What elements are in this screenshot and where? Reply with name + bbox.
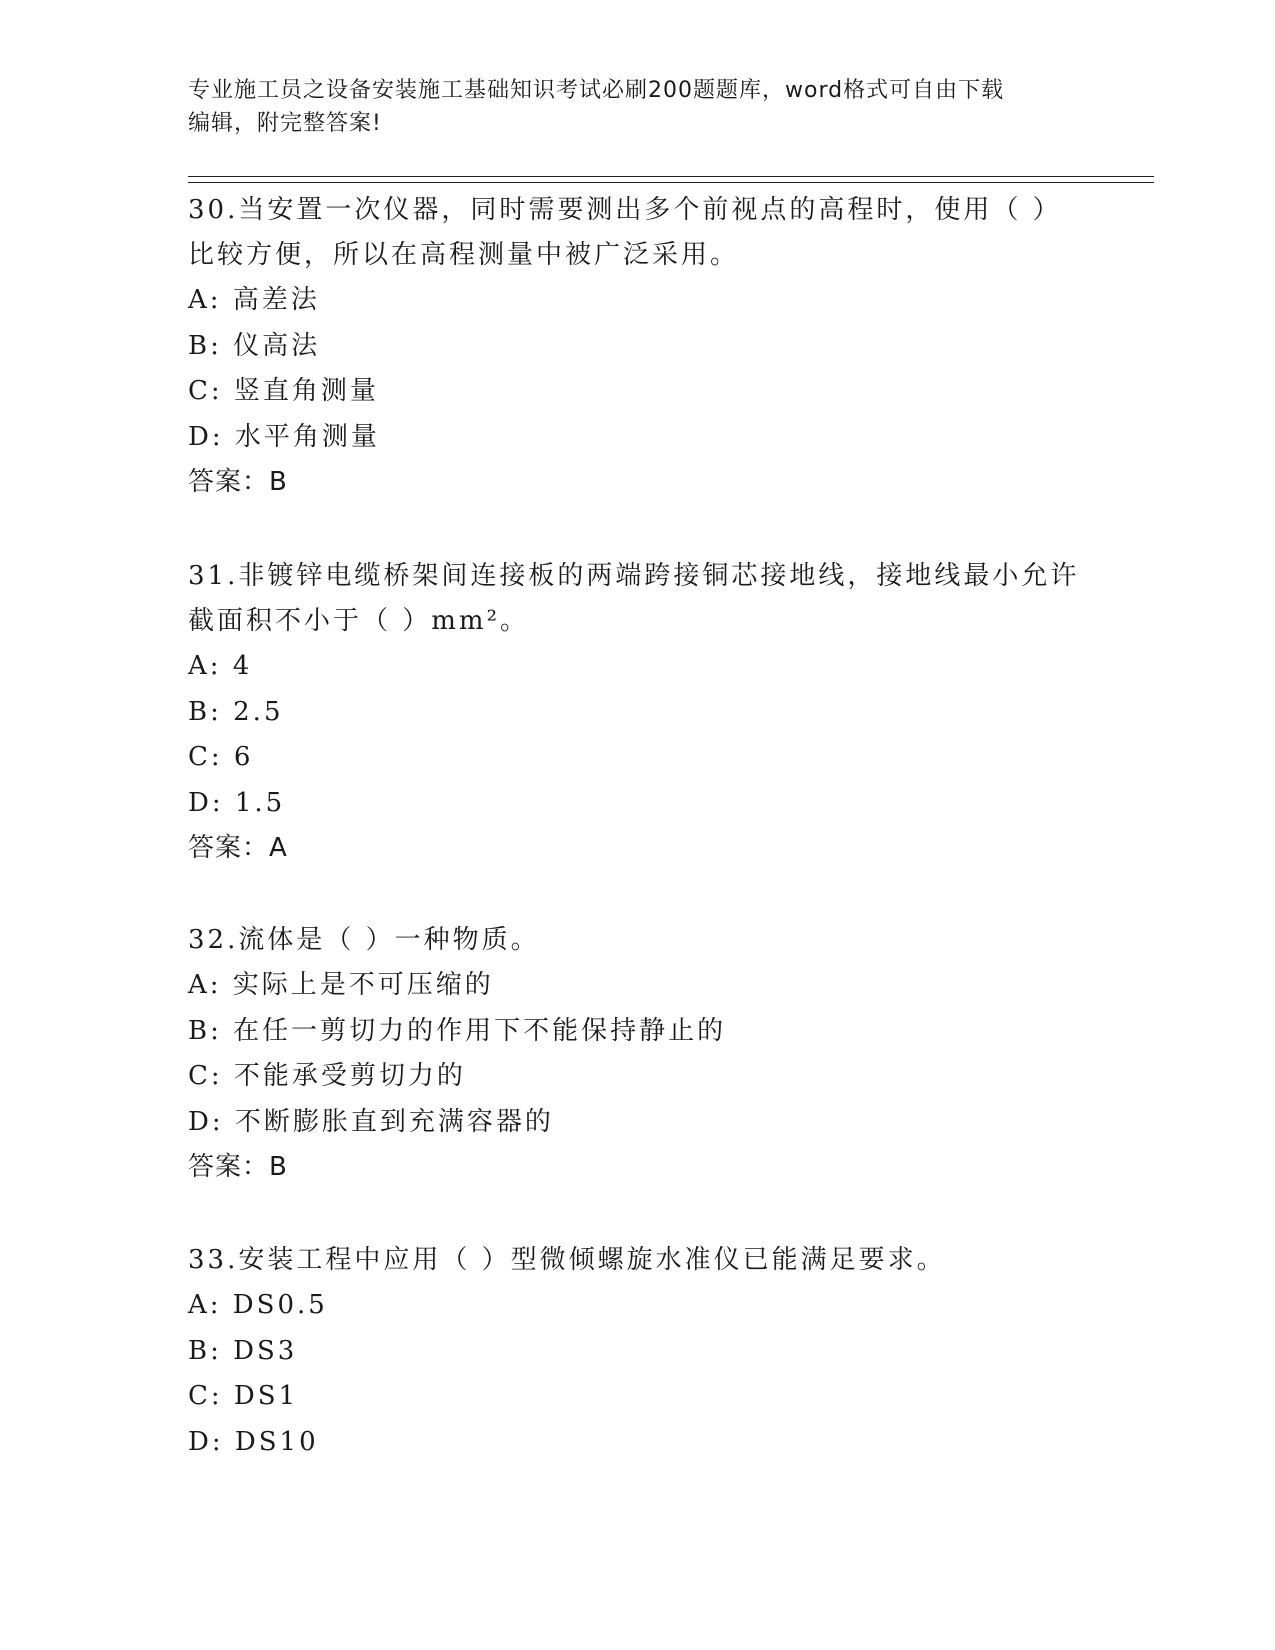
option-b: B: 仪高法 [188, 330, 321, 361]
question-31 [188, 554, 1108, 871]
answer-label: 答案：B [188, 1152, 288, 1182]
question-stem-line-1: 32.流体是（ ）一种物质。 [188, 925, 540, 955]
option-d: D: 水平角测量 [188, 421, 380, 452]
option-d: D: 1.5 [188, 787, 286, 818]
option-b: B: 在任一剪切力的作用下不能保持静止的 [188, 1015, 727, 1046]
document-header [188, 74, 1088, 140]
option-d: D: DS10 [188, 1426, 319, 1457]
option-d: D: 不断膨胀直到充满容器的 [188, 1106, 554, 1137]
question-33 [188, 1238, 1108, 1465]
question-30 [188, 188, 1108, 505]
option-c: C: 竖直角测量 [188, 376, 379, 406]
option-c: C: 不能承受剪切力的 [188, 1061, 466, 1091]
option-a: A: 实际上是不可压缩的 [188, 970, 494, 1000]
question-stem-line-2: 比较方便，所以在高程测量中被广泛采用。 [188, 240, 740, 270]
option-c: C: 6 [188, 742, 254, 772]
option-a: A: DS0.5 [188, 1290, 328, 1320]
option-b: B: DS3 [188, 1335, 298, 1366]
header-line-2: 编辑，附完整答案! [188, 111, 382, 136]
question-stem-line-1: 33.安装工程中应用（ ）型微倾螺旋水准仪已能满足要求。 [188, 1245, 946, 1275]
option-a: A: 高差法 [188, 285, 320, 315]
option-c: C: DS1 [188, 1381, 299, 1411]
option-a: A: 4 [188, 651, 253, 681]
answer-label: 答案：B [188, 467, 288, 497]
answer-label: 答案：A [188, 833, 288, 863]
question-32 [188, 918, 1108, 1190]
header-divider-bottom [188, 182, 1154, 183]
header-divider-top [188, 176, 1154, 177]
question-stem-line-2: 截面积不小于（ ）mm²。 [188, 606, 529, 636]
question-stem-line-1: 30.当安置一次仪器，同时需要测出多个前视点的高程时，使用（ ） [188, 195, 1062, 225]
question-stem-line-1: 31.非镀锌电缆桥架间连接板的两端跨接铜芯接地线，接地线最小允许 [188, 561, 1080, 591]
option-b: B: 2.5 [188, 696, 284, 727]
header-line-1: 专业施工员之设备安装施工基础知识考试必刷200题题库，word格式可自由下载 [188, 78, 1005, 103]
